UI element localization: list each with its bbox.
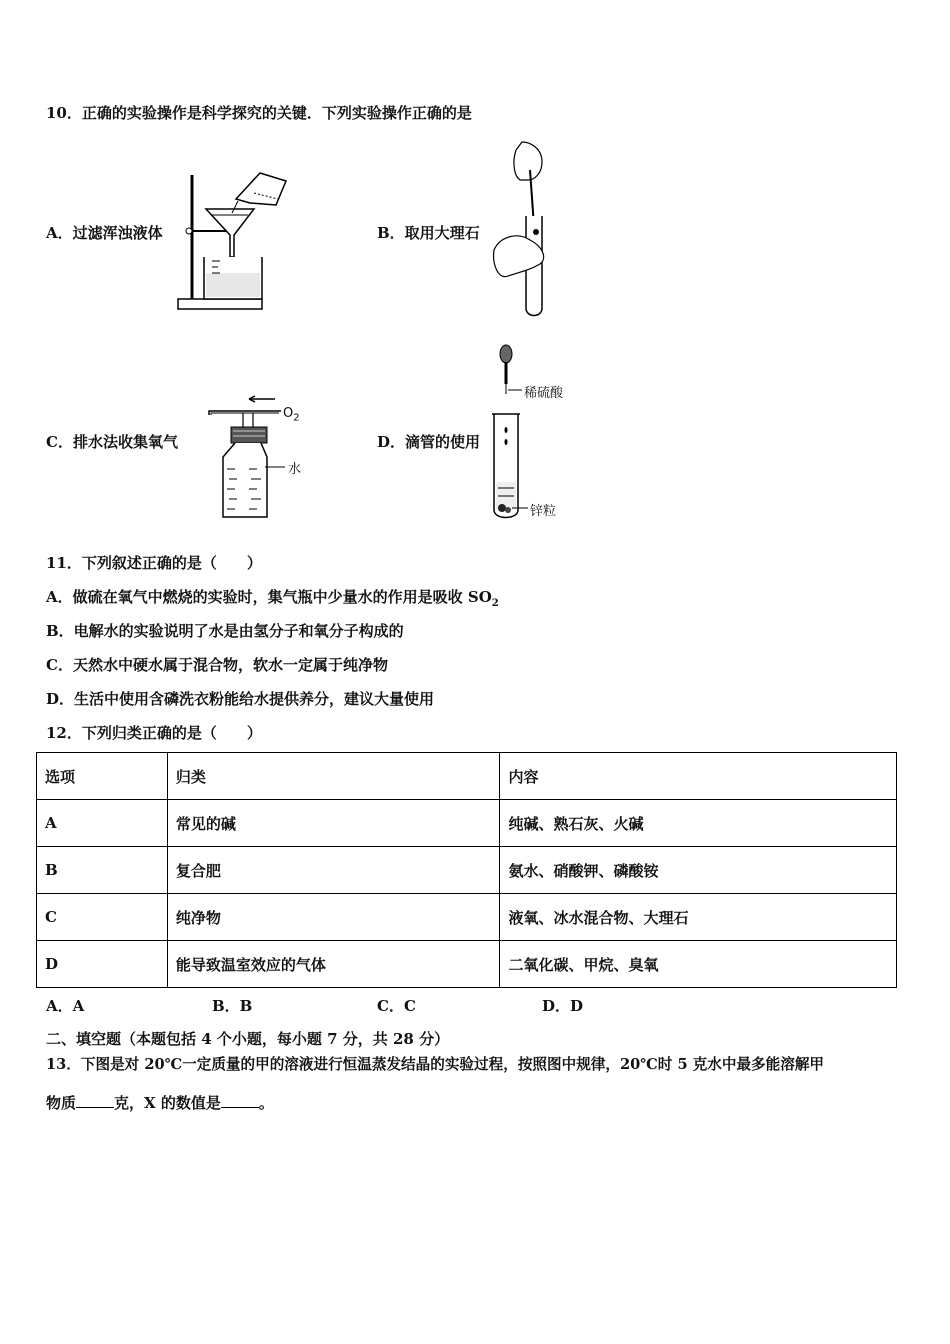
- q10-option-a: A．过滤浑浊液体: [46, 224, 163, 242]
- table-cell: 液氧、冰水混合物、大理石: [500, 894, 897, 941]
- section-title: 二、填空题（本题包括 4 个小题，每小题 7 分，共 28 分）: [46, 1030, 450, 1048]
- table-row: [37, 800, 897, 847]
- dropper-figure: [488, 342, 548, 522]
- q12-answer-d: D．D: [542, 997, 584, 1015]
- table-header-cell: 归类: [167, 753, 500, 800]
- table-cell: 复合肥: [167, 847, 500, 894]
- q10-option-d: D．滴管的使用: [377, 433, 481, 451]
- q11-option-d: D．生活中使用含磷洗衣粉能给水提供养分，建议大量使用: [46, 690, 435, 708]
- table-cell: 常见的碱: [167, 800, 500, 847]
- table-row: [37, 894, 897, 941]
- table-cell: C: [37, 894, 168, 941]
- q11-stem: 11．下列叙述正确的是（ ）: [46, 554, 262, 572]
- table-cell: 纯净物: [167, 894, 500, 941]
- zinc-label: 锌粒: [530, 504, 557, 519]
- q11-option-b: B．电解水的实验说明了水是由氢分子和氧分子构成的: [46, 622, 404, 640]
- q12-answer-c: C．C: [377, 997, 416, 1015]
- q11-option-a: A．做硫在氧气中燃烧的实验时，集气瓶中少量水的作用是吸收 $SO_2$: [46, 588, 499, 609]
- table-cell: 氨水、硝酸钾、磷酸铵: [500, 847, 897, 894]
- q12-answer-a: A．A: [46, 997, 85, 1015]
- acid-label: 稀硫酸: [524, 386, 564, 401]
- table-row: [37, 941, 897, 988]
- answer-blank-2[interactable]: [221, 1093, 259, 1108]
- table-cell: B: [37, 847, 168, 894]
- q10-option-c: C．排水法收集氧气: [46, 433, 178, 451]
- table-cell: 能导致温室效应的气体: [167, 941, 500, 988]
- classification-table: [36, 752, 897, 988]
- table-cell: 纯碱、熟石灰、火碱: [500, 800, 897, 847]
- q10-stem: 10．正确的实验操作是科学探究的关键．下列实验操作正确的是: [46, 104, 472, 122]
- q12-answer-b: B．B: [212, 997, 253, 1015]
- q11-option-c: C．天然水中硬水属于混合物，软水一定属于纯净物: [46, 656, 388, 674]
- table-row: [37, 847, 897, 894]
- answer-blank-1[interactable]: [76, 1093, 114, 1108]
- q13-line2: 物质 克，X 的数值是 。: [46, 1094, 274, 1112]
- table-cell: 二氧化碳、甲烷、臭氧: [500, 941, 897, 988]
- filtration-figure: [176, 165, 296, 315]
- q10-option-b: B．取用大理石: [377, 224, 480, 242]
- q12-stem: 12．下列归类正确的是（ ）: [46, 724, 262, 742]
- q13-line1: 13．下图是对 20℃一定质量的甲的溶液进行恒温蒸发结晶的实验过程，按照图中规律，20℃时 5 克水中最多能溶解甲: [46, 1056, 825, 1073]
- o2-label: $O_2$: [283, 406, 300, 424]
- table-cell: D: [37, 941, 168, 988]
- table-header-cell: 选项: [37, 753, 168, 800]
- table-header-row: [37, 753, 897, 800]
- table-cell: A: [37, 800, 168, 847]
- table-header-cell: 内容: [500, 753, 897, 800]
- water-label: 水: [288, 462, 302, 477]
- marble-test-tube-figure: [490, 140, 570, 320]
